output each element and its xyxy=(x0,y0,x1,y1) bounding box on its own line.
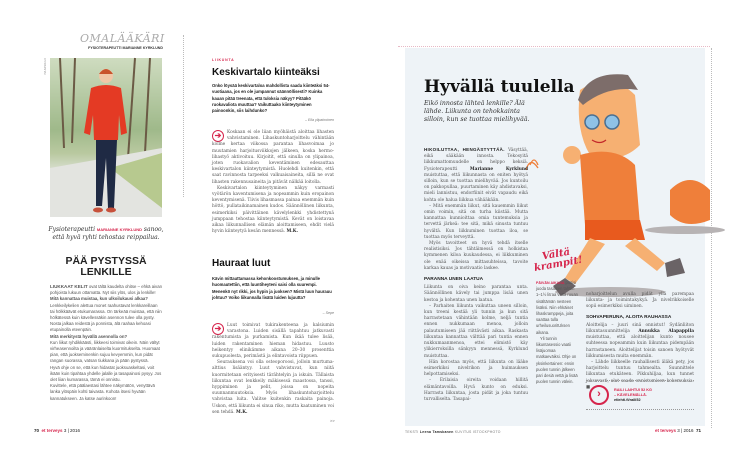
paragraph: Myös tavoitteet on hyvä tehdä itselle realistisiksi. Jos tähtäimessä on holkistaa kymmenen kiloa kuukaudessa, ei liikkuminen ole enää oikeissa mittasuhteissa, tavoite karkaa kauas ja motivaatio laskee. xyxy=(424,241,528,271)
article-title: Hyvällä tuulella xyxy=(424,77,575,97)
intro-caps: HIKOILUTTAA, HENGÄSTYTTÄÄ. xyxy=(424,147,505,152)
paragraph-text-end: muistuttaa, että aloittelijan kunto nousee suhteessa nopeammin kuin liikuntaa pidempään harrastaneen. Aloittelijat toisin sanoen hyötyvät liikkumisesta muita enemmän. xyxy=(586,335,694,359)
answer-text: Koskaan ei ole liian myöhäistä aloittaa lihasten vahvistaminen. Lihaskuntoharjoittelu vähintään kolme kertaa viikossa parantaa lihasvoimaa jo muutamien harjoitusviikkojen jälkeen, koska hermo-lihastyö aktivoituu. Kirjoitit, että sinulla on ylipainoa, joten ruokavalion keventäminen edesauttaa keskivartalon kiinteytymistä. Huolehdi kuitenkin, että saat ravinnosta tarpeeksi valkuaisaineita, sillä ne ovat lihasten rakennusaineita ja pitävät nälkää loitolla. xyxy=(212,130,334,185)
photo-woman-walking xyxy=(50,58,162,217)
paragraph: – Parhaiten liikunta vaikuttaa uneen silloin, kun treeni kestää yli tunnin ja kun sitä harrastetaan vähintään kolme, neljä tuntia ennen nukkumaan menoa, jolloin palautumiseen jää riittävästi aikaa. Raskasta liikuntaa kannattaa välttää pari tuntia ennen nukkumaanmenoa, ettei elimistö käy ylikierroksilla sänkyyn mennessä, Kyrklund muistuttaa. xyxy=(424,303,528,359)
promo-link[interactable]: etlehti.fi/raili52 xyxy=(614,397,641,402)
page-number: 71 xyxy=(695,428,701,433)
question-signature: – Ella ylipainoinen xyxy=(305,118,334,122)
lead: ovat tältä kaudelta ohitse – ehkä aivan pohjoista lukuun ottamatta. Nyt siis ylös, ulos ja lenkille! xyxy=(50,284,162,296)
question-lead: Kävin mittauttamassa kehonkoostumuksen, ja minulle huomautettiin, että luuntiheyteni saisi olla suurempi. Menenkö nyt rikki, jos hypin ja juoksen? Mistä luun haurauu johtuu? Voiko liikunnalla lisätä luiden lujuutta? xyxy=(212,276,332,300)
paragraph: Hän korostaa myös, että liikunta on lääke esimerkiksi nivelrikon ja huimauksen helpottamiseksi. xyxy=(424,359,528,378)
page-number: 70 xyxy=(34,428,40,433)
page-footer-left xyxy=(34,428,80,433)
play-chevron-icon: › xyxy=(589,385,609,405)
page-footer-right xyxy=(655,428,701,433)
question: Mitä merkitystä hyvällä asennolla on? xyxy=(50,333,128,339)
divider xyxy=(183,35,184,197)
credits-label: TEKSTI xyxy=(405,430,419,434)
sidebar-text: pitäisi juoda tasaisen tahtiin 1–1½ litraa vettä ruuan sisältämän nesteen lisäksi. Niin ehkäiset lihaskramppeja, joita saattaa tulla urheilusuoritUksen aikana. xyxy=(536,280,578,335)
sidebar-title: Vältä krampit! xyxy=(533,246,584,275)
subheading: SOHVAPERUNA, ALOITA RAUHASSA xyxy=(586,314,672,320)
paragraph: – Erilaisia oireita voidaan hillitä elämäntavoilla. Hyvä kunto on eduksi. Harrasta liikuntaa, josta pidät ja joka tuntuu turvalliselta. Tasapai- xyxy=(424,378,528,402)
article-body xyxy=(50,284,162,426)
credits xyxy=(405,430,501,434)
author-name: Leena Tamskanen xyxy=(419,430,454,434)
runners-illustration xyxy=(540,60,710,310)
sidebar-caps: PÄIVÄN AIKANA xyxy=(536,281,565,285)
issue: 3 | 2016 xyxy=(677,428,694,433)
question-title: Keskivartalo kiinteäksi xyxy=(212,67,320,78)
answer-body xyxy=(212,323,334,425)
answer: Hyvä ohje on se, että kun hidastat juoksuaskeltasi, voit ikään kuin tipahtaa yhdelle jalalle ja tasapainosi pysyy. Jos olet liian kumarassa, tämä ei onnistu. xyxy=(50,364,162,383)
intro-text: Väsyttää, eikä sääkään innosta. Tekosyitä liikkumattomuudelle on helppo keksiä. Fysioterapeutti xyxy=(424,148,528,172)
section-label: LIIKUNTA xyxy=(212,58,235,62)
question-lead: Onko löysää keskivartaloa mahdollista saada kiinteäksi 54-vuotiaana, jos en ole jumpannut säännöllisesti? Kuinka kauan pitää treenata, että tuloksia näkyy? Pitääkö ruokavaliota muuttaa? Vaikuttaako kiinteytyminen painoonkin, siis laihdunko? xyxy=(212,83,330,114)
answer-text: Luut toimivat tukirakenteena ja kalsiumin varastona. Luiden sisällä tapahtuu jatkuvasti rakentumista ja purkamista. Kun ikää tulee lisää, luiden rakentaminen hieman hidastuu. Luusto heikentyy elinikämme aikana 20–30 prosenttia sukupuolesta, perimästä ja elintavoista riippuen. xyxy=(212,323,334,360)
answer-text: Seurauksena voi olla osteoporoosi, jolloin murtuma-alttius lisääntyy. Luut vahvistuvat, kun niitä kuormitetaan erityisesti tärähtelyin ja iskuin. Tällaista liikuntaa ovat lenkkeily mäkisessä maastossa, tanssi, hyppiminen ja pelit, joissa on nopeita suunnanmuutoksia. Myös lihaskuntoharjoittelu vahvistaa luita. Valitse kuitenkin raskaita painoja. Uskon, että liikunta ei sinua riko, mutta kaatuminen voi sen tehdä. xyxy=(212,360,334,415)
caption-text: Fysioterapeutti xyxy=(48,226,97,233)
sidebar-text: Yli tunnin liikuntasessio vaatii lisäjuomaa matkaeväiksi. Ohje on yksinkertainen: ensin puolen tunnin jälkeen pari desiä vettä ja lisää puolen tunnin välein. xyxy=(536,335,578,385)
arrow-circle-icon: ➔ xyxy=(212,323,224,335)
continue-marker: >> xyxy=(330,418,335,423)
question: Mitä kannattaa muistaa, kun ulkoilukausi alkaa? xyxy=(50,296,148,302)
section-title: OMALÄÄKÄRI xyxy=(80,32,165,45)
paragraph: noharjoittelun avulla pidät yllä parempaa liikunta- ja toimintakykyä. Ja nivelrikkoiselle sopii esimerkiksi uiminen. xyxy=(586,292,694,310)
question-title: Hauraat luut xyxy=(212,258,271,269)
promo-box[interactable] xyxy=(586,380,694,410)
lead-caps: LIUKKAAT KELIT xyxy=(50,284,88,289)
caption-name: MARIANNE KYRKLUND xyxy=(96,227,143,232)
intro-text-end: muistuttaa, että liikunnasta on eniten hyötyä silloin, kun se tuottaa mielihyvää. Jos kuntoilu on pakkopullaa, puurtaminen käy ahdistavaksi, mieli lannistuu, endorfiinit eivät vapaudu eikä kohta ole halua liikkua vähääkään. xyxy=(424,172,528,203)
answer: Kuvittele, että päälaestasi lähtee näkymätön, venyttävä lanka ylöspäin kohti taivasta. Kohota itsesi hyvään kannatukseen. Ja katse aurinkoon! xyxy=(50,383,155,401)
answer-paragraph xyxy=(212,360,334,416)
top-border xyxy=(398,46,710,47)
initials: M.K. xyxy=(286,229,298,235)
section-subtitle: FYSIOTERAPEUTTI MARIANNE KYRKLUND xyxy=(88,46,163,50)
photo-credit: PIA ARNOULD xyxy=(44,58,47,75)
magazine-name: et terveys xyxy=(41,428,63,433)
initials: M.K. xyxy=(235,409,248,415)
question-signature: – Sepe xyxy=(322,311,334,315)
promo-text: RAILI LAIHTUI 52 KG xyxy=(614,388,652,392)
arrow-circle-icon: ➔ xyxy=(212,130,224,142)
answer: Lenkkeilykelien alettua monet raahustavat lenkkareillaan tai hölkkäävät etukumarassa. On tärkeää muistaa, että niin hölkätessä kuin kävellessäkin asennon tulee olla pysty. Nosta jalkaa reidestä ja ponnista, älä raahaa kehoasi etupainolla eteenpäin. xyxy=(50,302,162,333)
divider xyxy=(711,48,712,428)
article-column-1 xyxy=(424,147,528,415)
answer-body xyxy=(212,130,334,244)
paragraph: Liikunta on oiva keino parantaa unta. Säännöllinen kävely tai jumppa lisää unen kestoa ja kohentaa unen laatua. xyxy=(424,285,528,303)
subheading: PARANNA UNEN LAATUA xyxy=(424,277,484,283)
paragraph-text: Aloittelija – juuri sinä onnistut! Sydänliiton liikuntasuunnittelija xyxy=(586,322,694,335)
person-name: Marianne Kyrklund xyxy=(469,166,528,172)
caption-text-end: sanoo, että hyvä ryhti tehostaa reippailua. xyxy=(52,226,164,241)
answer: Kun liikut ryhdikkäästi, liikkeesi toimivat oikein. Näin vältyt virheasennoilta ja vääränlaiselta kuormitukselta. Huomaat pian, että juokseminenkin sujuu kevyemmin, kun pidät rangan suorassa, vatsan tiukkana ja pään pystyssä. xyxy=(50,339,160,364)
credits-label: KUVITUS ISTOCKPHOTO xyxy=(454,430,501,434)
promo-text: – KÄVELEMÄLLÄ. xyxy=(614,392,647,397)
photo-caption xyxy=(48,226,164,241)
article-lead: Eikö innosta lähteä lenkille? Älä lähde. Liikunta on tehokkainta silloin, kun se tuottaa mielihyvää. xyxy=(424,100,530,124)
paragraph: – Lähde liikkeelle rauhallisesti äläkä pety, jos harjoittelu tuntuu tahmealta. Suunnittele liikuntaa etukäteen. Pikkuhiljaa, kun tunnet jaksavasti, alat saada onnistumisen kokemuksia. ■ xyxy=(586,360,694,390)
headline: PÄÄ PYSTYSSÄ LENKILLE xyxy=(65,255,147,278)
answer-text: Keskivartalon kiinteytyminen näkyy varmasti vyötärön kaventumisena ja nopeammin kuin eropainon keventymisenä. Tiivis lihasmassa painaa enemmän kuin höttö, pullataikinamainen kudos. Säännöllinen liikunta, esimerkiksi päivittäinen kävelylenkki yhdistettynä jumppaan tehostaa kiinteytymistä. Kevät on loistavaa aikaa liikunnallisen elämän aloittamiseen, ehdit vielä hyvin kiinteytyä kesän mennessä. xyxy=(212,185,334,235)
issue: 3 | 2016 xyxy=(63,428,80,433)
person-name: Annukka Alapappila xyxy=(638,329,694,335)
sidebar-body xyxy=(536,280,578,412)
paragraph: – Mitä enemmän liikut, sitä kauemmin liikut omin voimin, sitä on turha kiistää. Mutta kannattaa kunnioittaa omia tuntemuksia ja tervettä järkeä: tee sitä, mikä sinusta tuntuu hyvältä. Kun liikkuminen tuottaa iloa, se tuottaa myös terveyttä. xyxy=(424,203,528,240)
answer-paragraph xyxy=(212,186,334,236)
magazine-name: et terveys xyxy=(655,428,677,433)
